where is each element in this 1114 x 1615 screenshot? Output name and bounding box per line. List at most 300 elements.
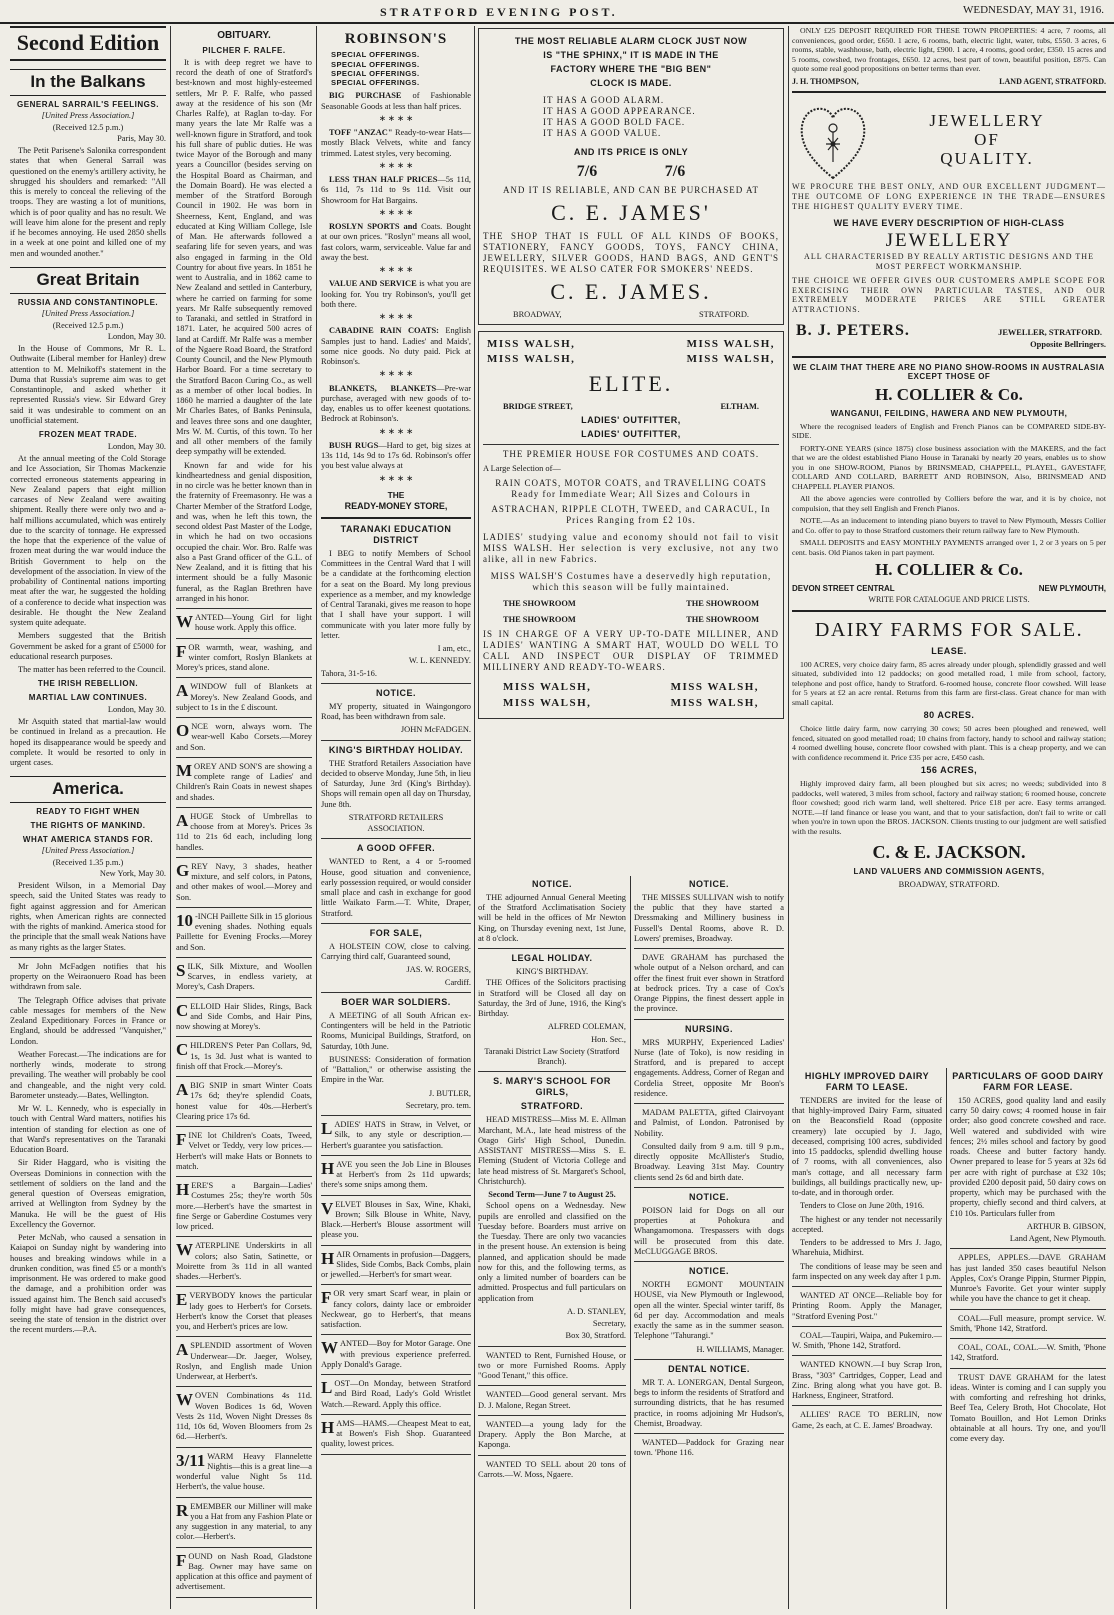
section-balkans: In the Balkans (10, 69, 166, 96)
divider (792, 1286, 942, 1287)
divider (321, 1245, 471, 1246)
robinsons-offer (321, 384, 471, 425)
particulars-sign: Land Agent, New Plymouth. (1009, 1234, 1106, 1244)
divider (321, 517, 471, 519)
drop-cap: F (321, 1288, 332, 1308)
ad-text: AIR Ornaments in profusion—Daggers, Slides, Side Combs, Back Combs, plain or jewelled.—Herbert's for smart wear. (321, 1249, 471, 1280)
ad-text: OST—On Monday, between Stratford and Bird Road, Lady's Gold Wristlet Watch.—Reward. Apply this office. (321, 1379, 471, 1409)
divider (176, 807, 312, 808)
drop-cap: W (176, 612, 193, 632)
article-heading: FROZEN MEAT TRADE. (38, 430, 138, 440)
divider (634, 1261, 784, 1262)
classified-ad: WANTED—a young lady for the Drapery. Apply the Bon Marche, at Kaponga. (478, 1419, 626, 1450)
peters-name: B. J. PETERS. (796, 321, 910, 339)
classified-ad (321, 1200, 471, 1241)
boer-war-body: BUSINESS: Consideration of formation of "Battalion," or otherwise assisting the Empire in the War. (321, 1054, 471, 1085)
column-rule (946, 1068, 947, 1609)
miss-walsh-row (487, 353, 775, 366)
kings-sign: STRATFORD RETAILERS (348, 812, 444, 822)
classified-ad (176, 762, 312, 803)
raincoats-line: RAIN COATS, MOTOR COATS, and TRAVELLING COATS Ready for Immediate Wear; All Sizes and Colours in (495, 478, 767, 499)
classified-ad (176, 1081, 312, 1122)
drop-cap: C (176, 1040, 189, 1060)
classified-ad: WANTED to Rent, Furnished House, or two or more Furnished Rooms. Apply "Good Tenant," this office. (478, 1350, 626, 1381)
divider (321, 1374, 471, 1375)
star-divider-icon: ∗ ∗ ∗ ∗ (378, 113, 414, 123)
offer-text: of Fashionable Seasonable Goods at less than half prices. (321, 91, 471, 111)
drop-cap: 3/11 (176, 1450, 206, 1470)
school-body: HEAD MISTRESS—Miss M. E. Allman Marchant, M.A., late head mistress of the Otago Girls' High School, Dunedin. ASSISTANT MISTRESS—Miss S. E. Fleming (Student of Victoria College and late head mistress of St. Margaret's School, Christchurch). (478, 1115, 626, 1186)
james-name: C. E. JAMES. (550, 278, 712, 304)
divider (792, 91, 1106, 93)
address-street: DEVON STREET CENTRAL (792, 583, 895, 593)
divider (176, 1126, 312, 1127)
education-body: I BEG to notify Members of School Committees in the Central Ward that I will be a candidate at the forthcoming election for a seat on the Board. My long previous experience as a member, and my knowledge of Central Taranaki, gives me reason to hope that I shall have your support. I will communicate with you later more fully by letter. (321, 548, 471, 640)
dateline: London, May 30. (107, 704, 166, 714)
classified-ads (321, 1120, 471, 1455)
ad-text: REY Navy, 3 shades, heather mixture, and self colors, in Patons, and other makes of wool.—Morey and Son. (176, 861, 312, 902)
jewellery-title (868, 112, 1106, 168)
dental-heading: DENTAL NOTICE. (668, 1363, 750, 1374)
agent-name: J. H. THOMPSON, (792, 76, 859, 86)
ad-text: AVE you seen the Job Line in Blouses at Herbert's from 2s 11d upwards; there's some snips among them. (321, 1159, 471, 1190)
drop-cap: F (176, 1550, 187, 1570)
legal-holiday-sub: KING'S BIRTHDAY. (515, 967, 589, 977)
divider (321, 1454, 471, 1455)
robinsons-offer (321, 175, 471, 206)
divider (321, 1414, 471, 1415)
ad-text: AMS—HAMS.—Cheapest Meat to eat, at Bowen's Fish Shop. Guaranteed quality, lowest prices. (321, 1418, 471, 1449)
education-sign: I am, etc., (437, 644, 471, 654)
special-offerings: SPECIAL OFFERINGS. (331, 68, 420, 78)
drop-cap: W (176, 1390, 193, 1410)
notice-body: THE MISSES SULLIVAN wish to notify the public that they have started a Dressmaking and Millinery business in Fussell's Dental Rooms, above R. D. Lowers' premises, Broadway. (634, 892, 784, 943)
divider (176, 757, 312, 758)
robinsons-offer (321, 279, 471, 310)
star-divider-icon: ∗ ∗ ∗ ∗ (378, 369, 414, 379)
classified-ad (176, 1002, 312, 1033)
column-wide-ads (478, 26, 784, 872)
notice-body: MY property, situated in Waingongoro Road, has been withdrawn from sale. (321, 701, 471, 722)
divider (321, 923, 471, 924)
column-rule (630, 876, 631, 1609)
classified-ad: COAL—Full measure, prompt service. W. Smith, 'Phone 142, Stratford. (950, 1313, 1106, 1333)
divider (176, 1036, 312, 1037)
drop-cap: A (176, 1080, 189, 1100)
divider (176, 608, 312, 609)
divider (176, 1597, 312, 1598)
star-divider-icon: ∗ ∗ ∗ ∗ (378, 312, 414, 322)
offer-heading: LESS THAN HALF PRICES (329, 175, 438, 185)
dairy-body: 100 ACRES, very choice dairy farm, 85 acres already under plough, splendidly grassed and well situated, subdivided into 12 paddocks; on good metalled road, 1 mile from school, factory, telephone and post office, handy to Stratford. 6-roomed house, concrete floor cowshed. Will lease for 5 years at £2 an acre rental. Returns from this farm are first-class. Great chance for man with small capital. (792, 659, 1106, 707)
offer-heading: ROSLYN SPORTS and (329, 222, 418, 232)
collier-body: NOTE.—As an inducement to intending piano buyers to travel to New Plymouth, Messrs Collier and Co. offer to pay to those Stratford customers their return railway fare to New Plymouth. (792, 516, 1106, 535)
ad-text: OR warmth, wear, washing, and winter comfort, Roslyn Blankets at Morey's prices, stand alone. (176, 642, 312, 673)
divider (176, 1236, 312, 1237)
classified-ad (176, 1452, 312, 1493)
offer-heading: BUSH RUGS (329, 440, 379, 450)
kings-sign: ASSOCIATION. (367, 824, 425, 834)
ladies-studying: LADIES' studying value and economy should not fail to visit MISS WALSH. Her selection is very exclusive, not any two alike, all in new Fabrics. (483, 531, 779, 564)
agent-title: LAND AGENT, STRATFORD. (999, 76, 1106, 86)
dairy-body: Choice little dairy farm, now carrying 30 cows; 50 acres been ploughed and renewed, well fenced, situated on good metalled road; 10 chains from factory, handy to school and railway station; 4 roomed dwelling house, concrete floor cowshed with plant. This is a cheap property, and we can with confidence recommend it. Price £35 per acre, £450 cash. (792, 724, 1106, 762)
divider (634, 1359, 784, 1360)
miss-walsh-label: MISS WALSH, (670, 681, 759, 694)
divider (478, 1455, 626, 1456)
star-divider-icon: ∗ ∗ ∗ ∗ (378, 426, 414, 436)
special-offerings: SPECIAL OFFERINGS. (331, 78, 420, 88)
ad-text: EMEMBER our Milliner will make you a Hat from any Fashion Plate or any suggestion in any material, to any color.—Herbert's. (176, 1501, 312, 1542)
article-body: At the annual meeting of the Cold Storage and Ice Association, Sir Thomas Mackenzie corrected erroneous statements appearing in New Zealand papers that eight million carcases of New Zealand were awaiting shipment. Really there were only two and a-half millions accumulated, which was entirely due to the scarcity of tonnage. He expressed the hope that the experience of the value of frozen meat during the war would induce the British Government to help on the development of the association. In view of the probability of Continental nations importing meat after the war, he suggested the holding of a conference to decide what inspection was desirable. He thought the New Zealand system quite adequate. (10, 454, 166, 628)
the-label: THE (387, 489, 405, 500)
divider (176, 957, 312, 958)
classified-ads (176, 613, 312, 1598)
local-note: Mr John McFadgen notifies that his property on the Weiraonuero Road has been withdrawn from sale. (10, 961, 166, 992)
classified-ad (176, 1241, 312, 1282)
ad-text: WARM Heavy Flannelette Nightis—this is a great line—a wonderful value Night 5s 11d. Herbert's, the value house. (176, 1451, 312, 1492)
collier-claim: WE CLAIM THAT THERE ARE NO PIANO SHOW-ROOMS IN AUSTRALASIA EXCEPT THOSE OF (793, 362, 1105, 382)
robinsons-offer (321, 326, 471, 367)
ad-text: ELVET Blouses in Sax, Wine, Khaki, Brown; Silk Blouse in White, Navy, Black.—Herbert's Blouse assortment will please you. (321, 1199, 471, 1240)
dateline: London, May 30. (107, 331, 166, 341)
divider (176, 1076, 312, 1077)
sphinx-clock-ad (478, 28, 784, 325)
classified-ad: DAVE GRAHAM has purchased the whole output of a Nelson orchard, and can offer the finest fruit ever shown in Stratford at bedrock prices. Try a case of Cox's Orange Pippins, the finest dessert apple in the province. (634, 953, 784, 1014)
offer-text: —Pre-war purchase, averaged with new goods of to-day, enables us to offer keenest quotations. Bedrock at Robinson's. (321, 383, 471, 424)
drop-cap: A (176, 1340, 189, 1360)
robinsons-offer (321, 128, 471, 159)
classified-ad: WANTED—Paddock for Grazing near town. 'Phone 116. (634, 1438, 784, 1458)
boer-war-body: A MEETING of all South African ex-Contingenters will be held in the Patriotic Rooms, Municipal Buildings, Stratford, on Saturday, 10th June. (321, 1010, 471, 1051)
offer-text: English Samples just to hand. Ladies' and Maids', some nice goods. No duty paid. Pick at Robinson's. (321, 326, 471, 367)
showroom-label: THE SHOWROOM (686, 615, 759, 624)
divider (321, 1195, 471, 1196)
legal-sign: ALFRED COLEMAN, (547, 1022, 626, 1032)
robinsons-offers (321, 91, 471, 484)
divider (176, 857, 312, 858)
drop-cap: F (176, 641, 187, 661)
local-note: The Telegraph Office advises that private cable messages for members of the New Zealand Expeditionary Forces in France or England, should be addressed "Vanquisher," London. (10, 995, 166, 1046)
collier-address (792, 584, 1106, 594)
thompson-ad: ONLY £25 DEPOSIT REQUIRED FOR THESE TOWN PROPERTIES: 4 acre, 7 rooms, all conveniences, good order, £650. 1 acre, 6 rooms, bath, electric light, water, tubs, £550. 3 acres, 6 rooms, stable, washhouse, bath, electric light, £900. 1 acre, 4 rooms, good order, £350. 15 acres and 5 rooms, cowshed, two frontages, £650. 12 acres, best part of town, beautiful position, £875. Can quote some real good propositions on better terms than ever. (792, 26, 1106, 73)
divider (176, 907, 312, 908)
clock-feature: IT HAS A GOOD VALUE. (543, 127, 662, 138)
price-value: 7/6 (664, 162, 686, 180)
collier-towns: WANGANUI, FEILDING, HAWERA AND NEW PLYMOUTH, (830, 408, 1068, 418)
farm-close: Tenders to Close on June 20th, 1916. (800, 1201, 925, 1211)
divider (634, 1019, 784, 1020)
thompson-sign (792, 77, 1106, 87)
james-address (513, 310, 749, 320)
ad-text: WINDOW full of Blankets at Morey's. New Zealand Goods, and subject to 1s in the £ discount. (176, 682, 312, 712)
jewellery-title-line: OF (974, 129, 1000, 149)
ad-text: BIG SNIP in smart Winter Coats 17s 6d; they're splendid Coats, honest value for 40s.—Herbert's Clearing price 17s 6d. (176, 1081, 312, 1121)
jackson-address: BROADWAY, STRATFORD. (898, 879, 1000, 889)
education-sign: W. L. KENNEDY. (408, 656, 471, 666)
classified-ad (176, 912, 312, 953)
miss-walsh-label: MISS WALSH, (686, 353, 775, 366)
jewellery-big: JEWELLERY (885, 230, 1013, 252)
school-body: School opens on a Wednesday. New pupils are enrolled and classified on the Tuesday before. Boarders must arrive on the Tuesday. There are only two vacancies in the present house. An extension is being planned, and application should be made now for this, and the following terms, as only a limited number of boarders can be admitted. Prospectus and full particulars on application from (478, 1201, 626, 1303)
drop-cap: S (176, 960, 186, 980)
robinsons-offer (321, 222, 471, 263)
divider (950, 1368, 1106, 1369)
column-obituary (176, 26, 312, 1609)
ad-text: ATERPLINE Underskirts in all colors; also Satin, Satinette, or Moirette from 3s 11d in all wanted shades.—Herbert's. (176, 1241, 312, 1282)
classified-ad (176, 1552, 312, 1593)
address-town: STRATFORD. (698, 309, 749, 319)
dateline: Paris, May 30. (117, 133, 166, 143)
jackson-trade: LAND VALUERS AND COMMISSION AGENTS, (853, 867, 1045, 877)
drop-cap: C (176, 1000, 189, 1020)
obituary-body: Known far and wide for his kindheartedness and genial disposition, in no circle was he better known than in the fraternity of Freemasonry. He was a Charter Member of the Stratford Lodge, and was, when he left this town, the second oldest Past Master of the Lodge, in which he had on two occasions occupied the chair. Wor. Bro. Ralfe was also a Past Grand officer of the G.L. of New Zealand, and it is fitting that his interment should be a fully Masonic funeral, as the Raglan Brethren have arranged in his honor. (176, 460, 312, 603)
farm-tender: The highest or any tender not necessarily accepted. (792, 1214, 942, 1234)
divider (792, 1355, 942, 1356)
kings-birthday-body: THE Stratford Retailers Association have decided to observe Monday, June 5th, in lieu of Saturday, June 3rd (King's Birthday). Shops will remain open all day on Thursday, June 8th. (321, 758, 471, 809)
divider (792, 1326, 942, 1327)
star-divider-icon: ∗ ∗ ∗ ∗ (378, 207, 414, 217)
jewellery-body: WE PROCURE THE BEST ONLY, AND OUR EXCELLENT JUDGMENT—THE OUTCOME OF LONG EXPERIENCE IN THE TRADE—ENSURES THE HIGHEST QUALITY EVERY TIME. (792, 182, 1106, 211)
school-heading: STRATFORD. (520, 1101, 584, 1112)
jewellery-choice: THE CHOICE WE OFFER GIVES OUR CUSTOMERS AMPLE SCOPE FOR EXERCISING THEIR OWN PARTICULAR TASTES, AND OUR EXTREMELY MODERATE PRICES ARE STILL GREATER ATTRACTIONS. (792, 275, 1106, 315)
clock-feature: IT HAS A GOOD ALARM. (543, 94, 665, 105)
wire-credit: [United Press Association.] (41, 309, 135, 319)
clock-line: CLOCK IS MADE. (590, 77, 672, 88)
for-sale-sign: Cardiff. (444, 977, 471, 987)
classified-ad: ALLIES' RACE TO BERLIN, now Game, 2s each, at C. E. James' Broadway. (792, 1410, 942, 1430)
divider (634, 1187, 784, 1188)
ad-text: ERE'S a Bargain—Ladies' Costumes 25s; they're worth 50s more.—Herbert's have the smartest in fine Serge or Gaberdine Costumes very low priced. (176, 1181, 312, 1232)
article-body: In the House of Commons, Mr R. L. Outhwaite (Liberal member for Hanley) drew attention to M. Melnikoff's statement in the Duma that Russia's supreme aim was to get Constantinople, and asked whether it represented Russia's view. Sir Edward Grey said it was undesirable to comment on an unofficial statement. (10, 344, 166, 425)
classified-ad (176, 1391, 312, 1442)
collier-body: SMALL DEPOSITS and EASY MONTHLY PAYMENTS arranged over 1, 2 or 3 years on 5 per cent. basis. Old Pianos taken in part payment. (792, 538, 1106, 557)
particulars-sign: ARTHUR B. GIBSON, (1026, 1221, 1106, 1231)
offer-text: —5s 11d, 6s 11d, 7s 11d to 9s 11d. Visit our Showroom for Hat Bargains. (321, 175, 471, 205)
ad-text: ILK, Silk Mixture, and Woollen Scarves, in endless variety, at Morey's, Cash Drapers. (176, 961, 312, 992)
obituary-heading: OBITUARY. (217, 30, 271, 41)
divider (792, 1405, 942, 1406)
showroom-row (503, 599, 759, 609)
poison-notice: POISON laid for Dogs on all our properties at Pohokura and Whangamomona. Trespassers with dogs will be prosecuted from this date. McCLUGGAGE BROS. (634, 1205, 784, 1256)
paletta-ad: Consulted daily from 9 a.m. till 9 p.m., directly opposite McAllister's Studio, Broadway. Leaving 31st May. Country clients send 2s 6d and birth date. (634, 1141, 784, 1182)
divider (176, 997, 312, 998)
classified-ad: COAL, COAL, COAL.—W. Smith, 'Phone 142, Stratford. (950, 1343, 1106, 1363)
divider (950, 1248, 1106, 1249)
drop-cap: H (321, 1248, 335, 1268)
divider (483, 444, 779, 445)
classified-ad (176, 682, 312, 713)
clock-line: FACTORY WHERE THE "BIG BEN" (550, 63, 712, 74)
divider (176, 1497, 312, 1498)
column-right-ads (792, 26, 1106, 1062)
peters-address: Opposite Bellringers. (1030, 340, 1106, 350)
article-heading: WHAT AMERICA STANDS FOR. (22, 834, 154, 844)
clock-price (543, 162, 719, 182)
miss-walsh-ad (478, 331, 784, 719)
millinery-line: IS IN CHARGE OF A VERY UP-TO-DATE MILLINER, AND LADIES' WANTING A SMART HAT, WOULD DO WELL TO CALL AND INSPECT OUR DISPLAY OF TRIMMED MILLINERY AND READY-TO-WEARS. (483, 629, 779, 673)
divider (176, 1547, 312, 1548)
drop-cap: E (176, 1290, 188, 1310)
section-america: America. (10, 776, 166, 803)
divider (176, 1176, 312, 1177)
special-offerings: SPECIAL OFFERINGS. (331, 50, 420, 60)
ad-text: OVEN Combinations 4s 11d. Woven Bodices 1s 6d, Woven Vests 2s 11d, Woven Night Dresses 8s 11d, 10s 6d, Woven Bloomers from 2s 6d.—Herbert's. (176, 1391, 312, 1442)
ad-text: OREY AND SON'S are showing a complete range of Ladies' and Children's Rain Coats in newest shapes and shades. (176, 761, 312, 802)
notice-heading: NOTICE. (688, 1191, 729, 1202)
offer-heading: VALUE AND SERVICE (329, 279, 417, 289)
divider (478, 1071, 626, 1072)
classified-ad (176, 812, 312, 853)
for-sale-heading: FOR SALE, (369, 927, 423, 938)
classified-ad (176, 613, 312, 634)
nursing-heading: NURSING. (684, 1023, 733, 1034)
masthead (0, 0, 1114, 24)
divider (478, 1346, 626, 1347)
ad-text: SPLENDID assortment of Woven Underwear—Dr. Jaeger, Wolsey, Roslyn, and English made Union Underwear, at Herbert's. (176, 1341, 312, 1382)
star-divider-icon: ∗ ∗ ∗ ∗ (378, 265, 414, 275)
special-offerings: SPECIAL OFFERINGS. (331, 59, 420, 69)
divider (321, 1115, 471, 1116)
ad-text: HILDREN'S Peter Pan Collars, 9d, 1s, 1s 3d. Just what is wanted to finish off that Frock.—Morey's. (176, 1041, 312, 1071)
costumes-line: MISS WALSH'S Costumes have a deservedly high reputation, which this season will be fully maintained. (490, 570, 772, 592)
article-body: President Wilson, in a Memorial Day speech, said the United States was ready to fight against aggression and for American rights, when American rights are connected with the rights of mankind. America stood for the principle that the small weak Nations have as many rights as the larger States. (10, 881, 166, 952)
offer-text: is what you are looking for. You try Robinson's, you'll get both there. (321, 279, 471, 309)
notice-heading: NOTICE. (688, 879, 729, 889)
local-note: Sir Rider Haggard, who is visiting the Overseas Dominions in connection with the settlement of soldiers on the land and the general question of Overseas emigration, arrived at Wellington from Sydney by the Manuka. He will be the guest of His Excellency the Governor. (10, 1158, 166, 1229)
classified-ad: WANTED—Good general servant. Mrs D. J. Malone, Regan Street. (478, 1390, 626, 1410)
wire-credit: [United Press Association.] (41, 111, 135, 121)
school-heading: S. MARY'S SCHOOL FOR GIRLS, (493, 1076, 611, 1098)
drop-cap: H (321, 1417, 335, 1437)
particulars-body: 150 ACRES, good quality land and easily carry 50 dairy cows; 4 roomed house in fair order; also good concrete cowshed and race. Well watered and subdivided with wire fences; 2½ miles school and factory by good roads. Cheese and butter factory handy. Owner prepared to lease for 5 years at 32s 6d per acre with right of purchase at £32 10s; provided £200 deposit paid, 50 dairy cows on property, which may be purchased with the property, chiefly second and third calvers, at £10 10s. Particulars fuller from (950, 1095, 1106, 1218)
good-offer-heading: A GOOD OFFER. (356, 843, 436, 854)
farm-address: Tenders to be addressed to Mrs J. Jago, Wharehuia, Midhirst. (792, 1238, 942, 1258)
local-note: Mr W. L. Kennedy, who is especially in touch with Central Ward matters, notifies his intention of standing for election as one of that Ward's representatives on the Taranaki Education Board. (10, 1104, 166, 1155)
article-body: The matter has been referred to the Council. (18, 665, 166, 675)
boer-war-sign: J. BUTLER, (428, 1088, 471, 1098)
astrachan-line: ASTRACHAN, RIPPLE CLOTH, TWEED, and CARACUL, In Prices Ranging from £2 10s. (491, 503, 771, 525)
education-heading: TARANAKI EDUCATION DISTRICT (340, 524, 452, 545)
nursing-body: MRS MURPHY, Experienced Ladies' Nurse (late of Toko), is now residing in Stratford, and is prepared to accept engagements. Address, Corner of Regan and Cordelia Street, opposite Mr Boon's residence. (634, 1037, 784, 1098)
egmont-notice: NORTH EGMONT MOUNTAIN HOUSE, via New Plymouth or Inglewood, open all the winter. Special winter tariff, 8s 6d per day. Accommodation and meals exactly the same as in the summer season. Telephone "Tahurangi." (634, 1280, 784, 1341)
article-body: Members suggested that the British Government be asked for a grant of £5000 for educational research purposes. (10, 631, 166, 661)
column-farm-particulars (950, 1068, 1106, 1609)
miss-walsh-row (503, 697, 759, 710)
address-town: ELTHAM. (720, 401, 759, 411)
jewellery-title-line: JEWELLERY (929, 111, 1045, 131)
article-heading: THE IRISH REBELLION. (37, 679, 139, 689)
ad-text: NCE worn, always worn. The wear-well Kabo Corsets.—Morey and Son. (176, 722, 312, 752)
column-robinsons (321, 26, 471, 1609)
boer-war-sign: Secretary, pro. tem. (405, 1100, 471, 1110)
elite-name: ELITE. (588, 370, 674, 396)
classified-ad (176, 1041, 312, 1072)
address-town: NEW PLYMOUTH, (1038, 583, 1106, 593)
ready-money-store: READY-MONEY STORE, (344, 501, 448, 512)
divider (176, 677, 312, 678)
received-time: (Received 1.35 p.m.) (52, 857, 124, 867)
ad-text: OR very smart Scarf wear, in plain or fancy colors, dainty lace or embroider Neckwear, go to Herbert's, that means satisfaction. (321, 1289, 471, 1330)
classified-ad (176, 722, 312, 753)
classified-ad (176, 1131, 312, 1172)
for-sale-sign: JAS. W. ROGERS, (406, 965, 471, 975)
legal-sign: Hon. Sec., (591, 1034, 626, 1044)
dairy-farms-heading: DAIRY FARMS FOR SALE. (792, 610, 1106, 642)
outfitter-line: LADIES' OUTFITTER, (581, 428, 681, 439)
divider (321, 992, 471, 993)
divider (176, 1447, 312, 1448)
peters-sign (796, 321, 1102, 341)
article-heading: READY TO FIGHT WHEN (36, 807, 140, 817)
ad-text: OUND on Nash Road, Gladstone Bag. Owner may have same on application at this office and payment of advertisement. (176, 1551, 312, 1592)
notice-heading: NOTICE. (375, 687, 416, 698)
received-time: (Received 12.5 p.m.) (52, 320, 124, 330)
notice-body: THE adjourned Annual General Meeting of the Stratford Acclimatisation Society will be held in the offices of Mr Newton King, on Thursday evening next, 1st June, at 8 o'clock. (478, 892, 626, 943)
jewellery-title-line: QUALITY. (940, 148, 1034, 168)
school-sign: A. D. STANLEY, (567, 1306, 626, 1316)
ad-text: ADIES' HATS in Straw, in Velvet, or Silk, to any style or description.—Herbert's guarantee you satisfaction. (321, 1120, 471, 1150)
divider (792, 356, 1106, 358)
divider (321, 1284, 471, 1285)
address-street: BRIDGE STREET, (503, 401, 573, 411)
dateline: London, May 30. (107, 441, 166, 451)
article-heading: RUSSIA AND CONSTANTINOPLE. (17, 297, 159, 307)
classified-ad (176, 1341, 312, 1382)
article-heading: GENERAL SARRAIL'S FEELINGS. (17, 99, 159, 109)
divider (478, 1385, 626, 1386)
clock-feature: IT HAS A GOOD BOLD FACE. (543, 116, 686, 127)
issue-date: WEDNESDAY, MAY 31, 1916. (963, 4, 1104, 16)
obituary-name: PILCHER F. RALFE. (202, 46, 286, 56)
classified-ad (321, 1289, 471, 1330)
legal-holiday-body: THE Offices of the Solicitors practising in Stratford will be Closed all day on Saturday, the 3rd of June, 1916, the King's Birthday. (478, 978, 626, 1019)
star-divider-icon: ∗ ∗ ∗ ∗ (378, 473, 414, 483)
offer-heading: CABADINE RAIN COATS: (329, 326, 439, 336)
classified-ad (176, 1502, 312, 1543)
classified-ad (321, 1160, 471, 1191)
drop-cap: O (176, 721, 190, 741)
column-farm-lease (792, 1068, 942, 1609)
good-offer-body: WANTED to Rent, a 4 or 5-roomed House, good situation and convenience, early possession required, or would consider small place and cash in exchange for good little Waikato Farm.—T. White, Draper, Stratford. (321, 857, 471, 918)
school-sign: Secretary, (592, 1319, 626, 1329)
walsh-address (503, 402, 759, 412)
for-sale-body: A HOLSTEIN COW, close to calving. Carrying third calf, Guaranteed sound, (321, 941, 471, 962)
legal-sign: Taranaki District Law Society (Stratford Branch). (484, 1046, 620, 1067)
classified-ad: WANTED KNOWN.—I buy Scrap Iron, Brass, "303" Cartridges, Copper, Lead and Zinc. Bring along what you have got. B. Harkness, Engineer, Stratford. (792, 1360, 942, 1401)
miss-walsh-label: MISS WALSH, (686, 337, 775, 350)
classified-ad: WANTED TO SELL about 20 tons of Carrots.—W. Moss, Ngaere. (478, 1459, 626, 1479)
clock-line: THE MOST RELIABLE ALARM CLOCK JUST NOW (514, 36, 748, 46)
egmont-sign: H. WILLIAMS, Manager. (696, 1344, 784, 1354)
classified-ad (321, 1379, 471, 1410)
classified-ad (321, 1250, 471, 1281)
column-notices-left (478, 876, 626, 1609)
miss-walsh-label: MISS WALSH, (670, 696, 759, 709)
divider (176, 717, 312, 718)
farm-heading: HIGHLY IMPROVED DAIRY FARM TO LEASE. (804, 1071, 930, 1092)
local-note: Weather Forecast.—The indications are for northerly winds, moderate to strong prevailing. The weather will probably be cool and changeable, and the night very cold. Barometer unsteady.—Bates, Wellington. (10, 1049, 166, 1100)
lease-sub: LEASE. (931, 645, 967, 656)
drop-cap: H (176, 1180, 190, 1200)
offer-heading: BLANKETS, BLANKETS (329, 383, 437, 393)
drop-cap: G (176, 860, 190, 880)
apples-ad: APPLES, APPLES.—DAVE GRAHAM has just landed 350 cases beautiful Nelson Apples, Cox's Orange Pippin, Sturmer Pippin, Munroe's Favorite. Get your winter supply while you have the chance to get it cheap. (950, 1253, 1106, 1304)
showroom-label: THE SHOWROOM (503, 598, 576, 608)
price-heading: AND ITS PRICE IS ONLY (573, 146, 689, 157)
drop-cap: H (321, 1158, 335, 1178)
notice-heading: NOTICE. (531, 879, 572, 889)
classified-ad: COAL—Taupiri, Waipa, and Pukemiro.—W. Smith, 'Phone 142, Stratford. (792, 1330, 942, 1351)
